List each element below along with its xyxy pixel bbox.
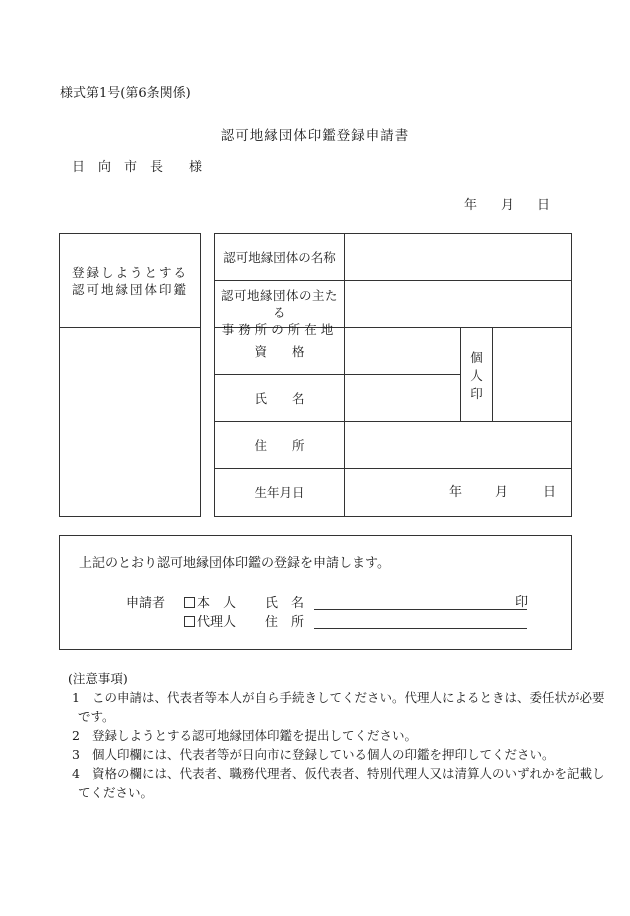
address-field[interactable] — [345, 422, 571, 468]
birth-year-label: 年 — [449, 485, 463, 500]
office-location-label-line1: 認可地縁団体の主たる — [220, 288, 338, 320]
addressee: 日 向 市 長 様 — [72, 160, 203, 175]
personal-seal-field[interactable] — [493, 328, 571, 421]
form-number: 様式第1号(第6条関係) — [60, 86, 191, 101]
option-self[interactable] — [184, 597, 236, 610]
date-day-label: 日 — [537, 198, 551, 213]
applicant-label: 申請者 — [126, 596, 166, 611]
qualification-label: 資 格 — [254, 344, 305, 359]
applicant-name-label: 氏 名 — [265, 596, 305, 611]
option-agent[interactable] — [184, 616, 236, 629]
name-label: 氏 名 — [254, 391, 305, 406]
seal-box-label-line2: 認可地縁団体印鑑 — [71, 281, 188, 297]
org-name-label: 認可地縁団体の名称 — [223, 250, 336, 265]
note-number: 1 — [72, 690, 80, 705]
note-text: 資格の欄には、代表者、職務代理者、仮代表者、特別代理人又は清算人のいずれかを記載し — [92, 766, 605, 781]
birth-day-label: 日 — [543, 485, 557, 500]
seal-box-label — [59, 265, 201, 299]
note-number: 3 — [72, 747, 80, 762]
applicant-address-label: 住 所 — [265, 615, 305, 630]
date-month-label: 月 — [501, 198, 515, 213]
note-text-continued: てください。 — [78, 785, 154, 800]
declaration-statement: 上記のとおり認可地縁団体印鑑の登録を申請します。 — [79, 556, 390, 571]
applicant-address-line[interactable] — [314, 628, 527, 629]
option-self-label: 本 人 — [197, 596, 237, 611]
qualification-field[interactable] — [345, 328, 460, 374]
office-location-label-line2: 事務所の所在地 — [221, 321, 338, 337]
note-text: この申請は、代表者等本人が自ら手続きしてください。代理人によるときは、委任状が必要 — [92, 690, 605, 705]
office-location-field[interactable] — [345, 281, 571, 327]
notes-heading: (注意事項) — [68, 671, 128, 686]
seal-box-label-line1: 登録しようとする — [71, 265, 188, 280]
note-number: 4 — [72, 766, 80, 781]
org-name-field[interactable] — [345, 234, 571, 280]
birthdate-label: 生年月日 — [254, 485, 305, 500]
office-location-label — [215, 288, 344, 339]
self-checkbox[interactable] — [184, 597, 195, 608]
name-field[interactable] — [345, 375, 460, 421]
personal-seal-char: 個 — [470, 350, 483, 365]
option-agent-label: 代理人 — [197, 615, 237, 630]
seal-mark: 印 — [515, 595, 529, 610]
seal-impression-area[interactable] — [60, 328, 200, 516]
note-text-continued: です。 — [78, 709, 115, 724]
date-year-label: 年 — [464, 198, 478, 213]
birthdate-field[interactable] — [345, 469, 571, 516]
note-number: 2 — [72, 728, 80, 743]
applicant-name-line[interactable] — [314, 609, 527, 610]
address-label: 住 所 — [254, 438, 305, 453]
personal-seal-char: 人 — [470, 368, 483, 384]
agent-checkbox[interactable] — [184, 616, 195, 627]
personal-seal-char: 印 — [470, 386, 483, 402]
personal-seal-label — [461, 349, 492, 403]
declaration-box — [59, 535, 572, 650]
note-text: 個人印欄には、代表者等が日向市に登録している個人の印鑑を押印してください。 — [92, 747, 555, 762]
birth-month-label: 月 — [495, 485, 509, 500]
note-text: 登録しようとする認可地縁団体印鑑を提出してください。 — [92, 728, 418, 743]
document-title: 認可地縁団体印鑑登録申請書 — [220, 128, 410, 144]
